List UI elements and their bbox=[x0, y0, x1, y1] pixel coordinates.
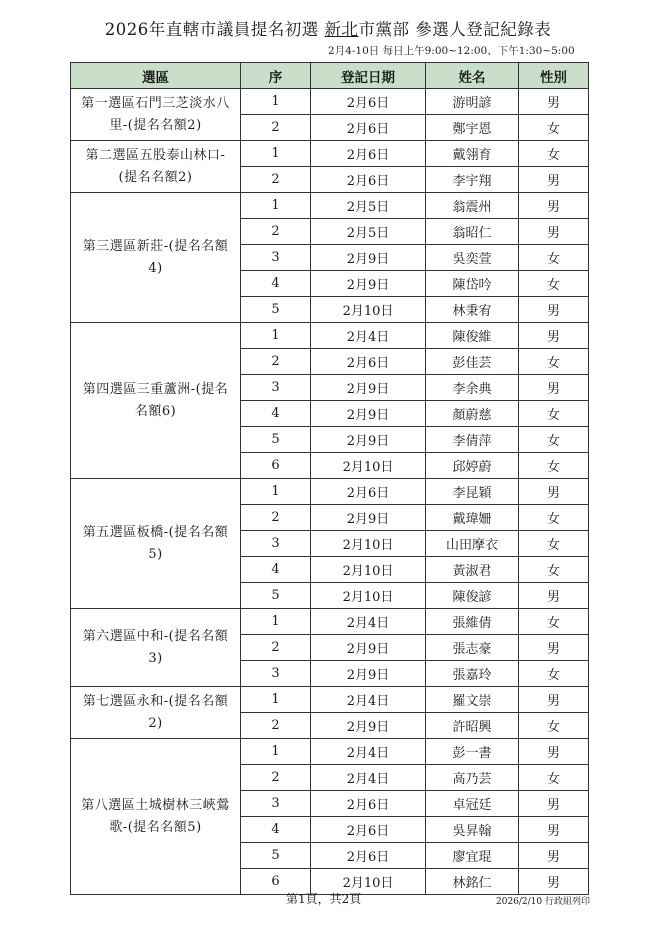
seq-cell: 4 bbox=[241, 817, 311, 843]
gender-cell: 男 bbox=[519, 193, 589, 219]
date-cell: 2月6日 bbox=[311, 167, 426, 193]
candidate-name-cell: 高乃芸 bbox=[426, 765, 519, 791]
date-cell: 2月9日 bbox=[311, 245, 426, 271]
gender-cell: 男 bbox=[519, 297, 589, 323]
gender-cell: 男 bbox=[519, 323, 589, 349]
date-cell: 2月9日 bbox=[311, 271, 426, 297]
seq-cell: 3 bbox=[241, 661, 311, 687]
candidate-name-cell: 翁昭仁 bbox=[426, 219, 519, 245]
date-cell: 2月4日 bbox=[311, 739, 426, 765]
gender-cell: 女 bbox=[519, 505, 589, 531]
date-cell: 2月6日 bbox=[311, 791, 426, 817]
gender-cell: 女 bbox=[519, 427, 589, 453]
seq-cell: 4 bbox=[241, 401, 311, 427]
seq-cell: 5 bbox=[241, 297, 311, 323]
date-cell: 2月4日 bbox=[311, 609, 426, 635]
candidate-name-cell: 陳俊維 bbox=[426, 323, 519, 349]
title-part-3: 市黨部 參選人登記紀錄表 bbox=[358, 20, 552, 39]
table-row bbox=[71, 739, 589, 765]
seq-cell: 1 bbox=[241, 89, 311, 115]
gender-cell: 男 bbox=[519, 817, 589, 843]
seq-cell: 4 bbox=[241, 557, 311, 583]
candidate-name-cell: 鄭宇恩 bbox=[426, 115, 519, 141]
gender-cell: 女 bbox=[519, 557, 589, 583]
seq-cell: 1 bbox=[241, 323, 311, 349]
date-cell: 2月4日 bbox=[311, 687, 426, 713]
gender-cell: 男 bbox=[519, 89, 589, 115]
print-date: 2026/2/10 行政組列印 bbox=[496, 897, 591, 907]
gender-cell: 男 bbox=[519, 375, 589, 401]
table-row bbox=[71, 687, 589, 713]
date-cell: 2月10日 bbox=[311, 583, 426, 609]
seq-cell: 1 bbox=[241, 609, 311, 635]
candidate-name-cell: 彭佳芸 bbox=[426, 349, 519, 375]
district-name: 第六選區中和-(提名名額3) bbox=[71, 609, 241, 687]
seq-cell: 3 bbox=[241, 375, 311, 401]
seq-cell: 6 bbox=[241, 869, 311, 895]
candidate-name-cell: 游明諺 bbox=[426, 89, 519, 115]
candidate-name-cell: 顏蔚慈 bbox=[426, 401, 519, 427]
candidate-name-cell: 陳岱吟 bbox=[426, 271, 519, 297]
date-cell: 2月6日 bbox=[311, 89, 426, 115]
candidate-name-cell: 戴瑋姍 bbox=[426, 505, 519, 531]
candidate-name-cell: 吳奕萱 bbox=[426, 245, 519, 271]
seq-cell: 2 bbox=[241, 505, 311, 531]
candidate-name-cell: 李宇翔 bbox=[426, 167, 519, 193]
seq-cell: 1 bbox=[241, 687, 311, 713]
candidate-name-cell: 林銘仁 bbox=[426, 869, 519, 895]
candidate-name-cell: 廖宜琨 bbox=[426, 843, 519, 869]
header-date: 登記日期 bbox=[311, 63, 426, 89]
district-name: 第一選區石門三芝淡水八里-(提名名額2) bbox=[71, 89, 241, 141]
gender-cell: 男 bbox=[519, 843, 589, 869]
header-gender: 性別 bbox=[519, 63, 589, 89]
district-name: 第四選區三重蘆洲-(提名名額6) bbox=[71, 323, 241, 479]
date-cell: 2月4日 bbox=[311, 323, 426, 349]
date-cell: 2月4日 bbox=[311, 765, 426, 791]
candidate-name-cell: 彭一書 bbox=[426, 739, 519, 765]
seq-cell: 2 bbox=[241, 635, 311, 661]
date-cell: 2月6日 bbox=[311, 349, 426, 375]
date-cell: 2月10日 bbox=[311, 453, 426, 479]
candidate-name-cell: 黃淑君 bbox=[426, 557, 519, 583]
candidate-name-cell: 李倩萍 bbox=[426, 427, 519, 453]
candidate-name-cell: 許昭興 bbox=[426, 713, 519, 739]
gender-cell: 男 bbox=[519, 635, 589, 661]
gender-cell: 女 bbox=[519, 271, 589, 297]
seq-cell: 3 bbox=[241, 531, 311, 557]
date-cell: 2月9日 bbox=[311, 375, 426, 401]
candidate-name-cell: 卓冠廷 bbox=[426, 791, 519, 817]
candidate-name-cell: 羅文崇 bbox=[426, 687, 519, 713]
gender-cell: 女 bbox=[519, 661, 589, 687]
seq-cell: 2 bbox=[241, 713, 311, 739]
date-cell: 2月5日 bbox=[311, 219, 426, 245]
seq-cell: 2 bbox=[241, 219, 311, 245]
table-row bbox=[71, 89, 589, 115]
title-city: 新北 bbox=[324, 20, 359, 39]
table-row bbox=[71, 141, 589, 167]
date-cell: 2月6日 bbox=[311, 141, 426, 167]
seq-cell: 1 bbox=[241, 141, 311, 167]
registration-table bbox=[70, 62, 589, 895]
gender-cell: 女 bbox=[519, 401, 589, 427]
gender-cell: 男 bbox=[519, 167, 589, 193]
seq-cell: 2 bbox=[241, 349, 311, 375]
district-name: 第七選區永和-(提名名額2) bbox=[71, 687, 241, 739]
seq-cell: 2 bbox=[241, 167, 311, 193]
gender-cell: 女 bbox=[519, 245, 589, 271]
table-header-row bbox=[71, 63, 589, 89]
seq-cell: 3 bbox=[241, 791, 311, 817]
date-cell: 2月9日 bbox=[311, 713, 426, 739]
date-cell: 2月10日 bbox=[311, 557, 426, 583]
date-cell: 2月6日 bbox=[311, 817, 426, 843]
candidate-name-cell: 張嘉玲 bbox=[426, 661, 519, 687]
candidate-name-cell: 張志豪 bbox=[426, 635, 519, 661]
gender-cell: 女 bbox=[519, 141, 589, 167]
candidate-name-cell: 張維倩 bbox=[426, 609, 519, 635]
date-cell: 2月6日 bbox=[311, 843, 426, 869]
gender-cell: 男 bbox=[519, 791, 589, 817]
page-number: 第1頁，共2頁 bbox=[286, 892, 362, 906]
gender-cell: 女 bbox=[519, 115, 589, 141]
title-part-1: 2026年直轄市議員提名初選 bbox=[104, 20, 325, 39]
gender-cell: 女 bbox=[519, 453, 589, 479]
seq-cell: 5 bbox=[241, 583, 311, 609]
candidate-name-cell: 李余典 bbox=[426, 375, 519, 401]
date-cell: 2月9日 bbox=[311, 505, 426, 531]
table-row bbox=[71, 193, 589, 219]
gender-cell: 男 bbox=[519, 739, 589, 765]
page-title bbox=[0, 16, 656, 40]
gender-cell: 女 bbox=[519, 765, 589, 791]
header-name: 姓名 bbox=[426, 63, 519, 89]
district-name: 第二選區五股泰山林口-(提名名額2) bbox=[71, 141, 241, 193]
date-cell: 2月10日 bbox=[311, 297, 426, 323]
candidate-name-cell: 李昆穎 bbox=[426, 479, 519, 505]
gender-cell: 男 bbox=[519, 479, 589, 505]
district-name: 第八選區土城樹林三峽鶯歌-(提名名額5) bbox=[71, 739, 241, 895]
gender-cell: 男 bbox=[519, 869, 589, 895]
seq-cell: 4 bbox=[241, 271, 311, 297]
date-cell: 2月6日 bbox=[311, 115, 426, 141]
gender-cell: 女 bbox=[519, 349, 589, 375]
date-cell: 2月6日 bbox=[311, 479, 426, 505]
seq-cell: 3 bbox=[241, 245, 311, 271]
candidate-name-cell: 戴翎育 bbox=[426, 141, 519, 167]
candidate-name-cell: 翁震州 bbox=[426, 193, 519, 219]
table-body bbox=[71, 89, 589, 895]
date-cell: 2月5日 bbox=[311, 193, 426, 219]
seq-cell: 1 bbox=[241, 739, 311, 765]
candidate-name-cell: 林秉宥 bbox=[426, 297, 519, 323]
table-row bbox=[71, 609, 589, 635]
date-cell: 2月9日 bbox=[311, 635, 426, 661]
date-cell: 2月9日 bbox=[311, 401, 426, 427]
table-row bbox=[71, 323, 589, 349]
candidate-name-cell: 邱婷蔚 bbox=[426, 453, 519, 479]
table-row bbox=[71, 479, 589, 505]
header-district: 選區 bbox=[71, 63, 241, 89]
gender-cell: 男 bbox=[519, 583, 589, 609]
seq-cell: 1 bbox=[241, 193, 311, 219]
gender-cell: 男 bbox=[519, 687, 589, 713]
header-seq: 序 bbox=[241, 63, 311, 89]
district-name: 第五選區板橋-(提名名額5) bbox=[71, 479, 241, 609]
candidate-name-cell: 山田摩衣 bbox=[426, 531, 519, 557]
seq-cell: 5 bbox=[241, 843, 311, 869]
seq-cell: 2 bbox=[241, 765, 311, 791]
candidate-name-cell: 陳俊諺 bbox=[426, 583, 519, 609]
candidate-name-cell: 吳昇翰 bbox=[426, 817, 519, 843]
date-cell: 2月9日 bbox=[311, 427, 426, 453]
date-cell: 2月9日 bbox=[311, 661, 426, 687]
gender-cell: 女 bbox=[519, 713, 589, 739]
seq-cell: 5 bbox=[241, 427, 311, 453]
seq-cell: 2 bbox=[241, 115, 311, 141]
date-cell: 2月10日 bbox=[311, 869, 426, 895]
seq-cell: 1 bbox=[241, 479, 311, 505]
district-name: 第三選區新莊-(提名名額4) bbox=[71, 193, 241, 323]
seq-cell: 6 bbox=[241, 453, 311, 479]
gender-cell: 女 bbox=[519, 531, 589, 557]
registration-hours: 2月4-10日 每日上午9:00~12:00、下午1:30~5:00 bbox=[328, 45, 575, 57]
gender-cell: 女 bbox=[519, 609, 589, 635]
gender-cell: 男 bbox=[519, 219, 589, 245]
date-cell: 2月10日 bbox=[311, 531, 426, 557]
